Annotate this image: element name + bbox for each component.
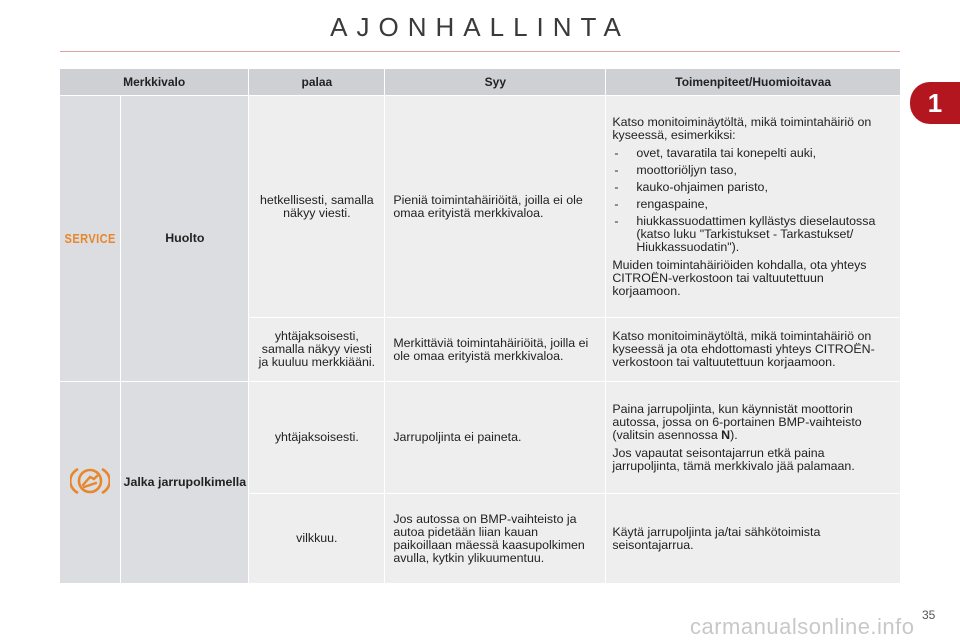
action-text: Paina jarrupoljinta, kun käynnistät moottorin autossa, jossa on 6-portainen BMP-vaihteisto (valitsin asennossa xyxy=(612,401,862,442)
action-list xyxy=(612,147,892,254)
table-header-row xyxy=(60,69,901,96)
table-row xyxy=(60,96,901,318)
service-warning-icon xyxy=(60,96,121,382)
palaa-cell: hetkellisesti, samalla näkyy viesti. xyxy=(249,96,385,318)
syy-cell: Jos autossa on BMP-vaihteisto ja autoa pidetään liian kauan paikoillaan mäessä kaasupolkimen avulla, kytkin ylikuumentuu. xyxy=(385,494,606,584)
action-paragraph: Jos vapautat seisontajarrun etkä paina jarrupoljinta, tämä merkkivalo jää palamaan. xyxy=(612,445,855,473)
syy-cell: Pieniä toimintahäiriöitä, joilla ei ole omaa erityistä merkkivaloa. xyxy=(385,96,606,318)
chapter-tab[interactable] xyxy=(910,82,960,124)
column-header-toimenpiteet: Toimenpiteet/Huomioitavaa xyxy=(606,69,901,96)
page-title: AJONHALLINTA xyxy=(330,12,630,42)
service-icon-label: SERVICE xyxy=(64,230,116,246)
syy-cell: Jarrupoljinta ei paineta. xyxy=(385,382,606,494)
list-item: - kauko-ohjaimen paristo, xyxy=(612,181,892,194)
palaa-cell: yhtäjaksoisesti, samalla näkyy viesti ja kuuluu merkkiääni. xyxy=(249,318,385,382)
palaa-cell: vilkkuu. xyxy=(249,494,385,584)
watermark: carmanualsonline.info xyxy=(690,614,915,639)
action-cell xyxy=(606,382,901,494)
warning-lights-table xyxy=(59,68,901,584)
gear-position: N xyxy=(721,427,731,442)
action-cell: Katso monitoiminäytöltä, mikä toimintahäiriö on kyseessä ja ota ehdottomasti yhteys CITROËN-verkostoon tai valtuutettuun korjaamoon. xyxy=(606,318,901,382)
foot-on-brake-icon xyxy=(60,382,121,584)
brake-pedal-icon xyxy=(70,465,110,497)
column-header-palaa: palaa xyxy=(249,69,385,96)
action-outro: Muiden toimintahäiriöiden kohdalla, ota yhteys CITROËN-verkostoon tai valtuutettuun korjaamoon. xyxy=(612,257,867,298)
warning-name: Jalka jarrupolkimella xyxy=(121,382,249,584)
column-header-merkkivalo: Merkkivalo xyxy=(60,69,249,96)
action-text-end: ). xyxy=(730,427,738,442)
warning-name: Huolto xyxy=(121,96,249,382)
list-item: - rengaspaine, xyxy=(612,198,892,211)
title-divider xyxy=(60,51,900,52)
column-header-syy: Syy xyxy=(385,69,606,96)
palaa-cell: yhtäjaksoisesti. xyxy=(249,382,385,494)
action-cell xyxy=(606,96,901,318)
action-intro: Katso monitoiminäytöltä, mikä toimintahäiriö on kyseessä, esimerkiksi: xyxy=(612,114,872,142)
action-cell: Käytä jarrupoljinta ja/tai sähkötoimista seisontajarrua. xyxy=(606,494,901,584)
list-item: - moottoriöljyn taso, xyxy=(612,164,892,177)
chapter-number: 1 xyxy=(927,87,943,118)
list-item: - hiukkassuodattimen kyllästys dieselautossa (katso luku "Tarkistukset - Tarkastukset/ Hiukkassuodatin"). xyxy=(612,215,892,254)
syy-cell: Merkittäviä toimintahäiriöitä, joilla ei ole omaa erityistä merkkivaloa. xyxy=(385,318,606,382)
list-item: - ovet, tavaratila tai konepelti auki, xyxy=(612,147,892,160)
table-row xyxy=(60,382,901,494)
action-paragraph xyxy=(612,403,892,442)
page-number: 35 xyxy=(922,608,936,622)
